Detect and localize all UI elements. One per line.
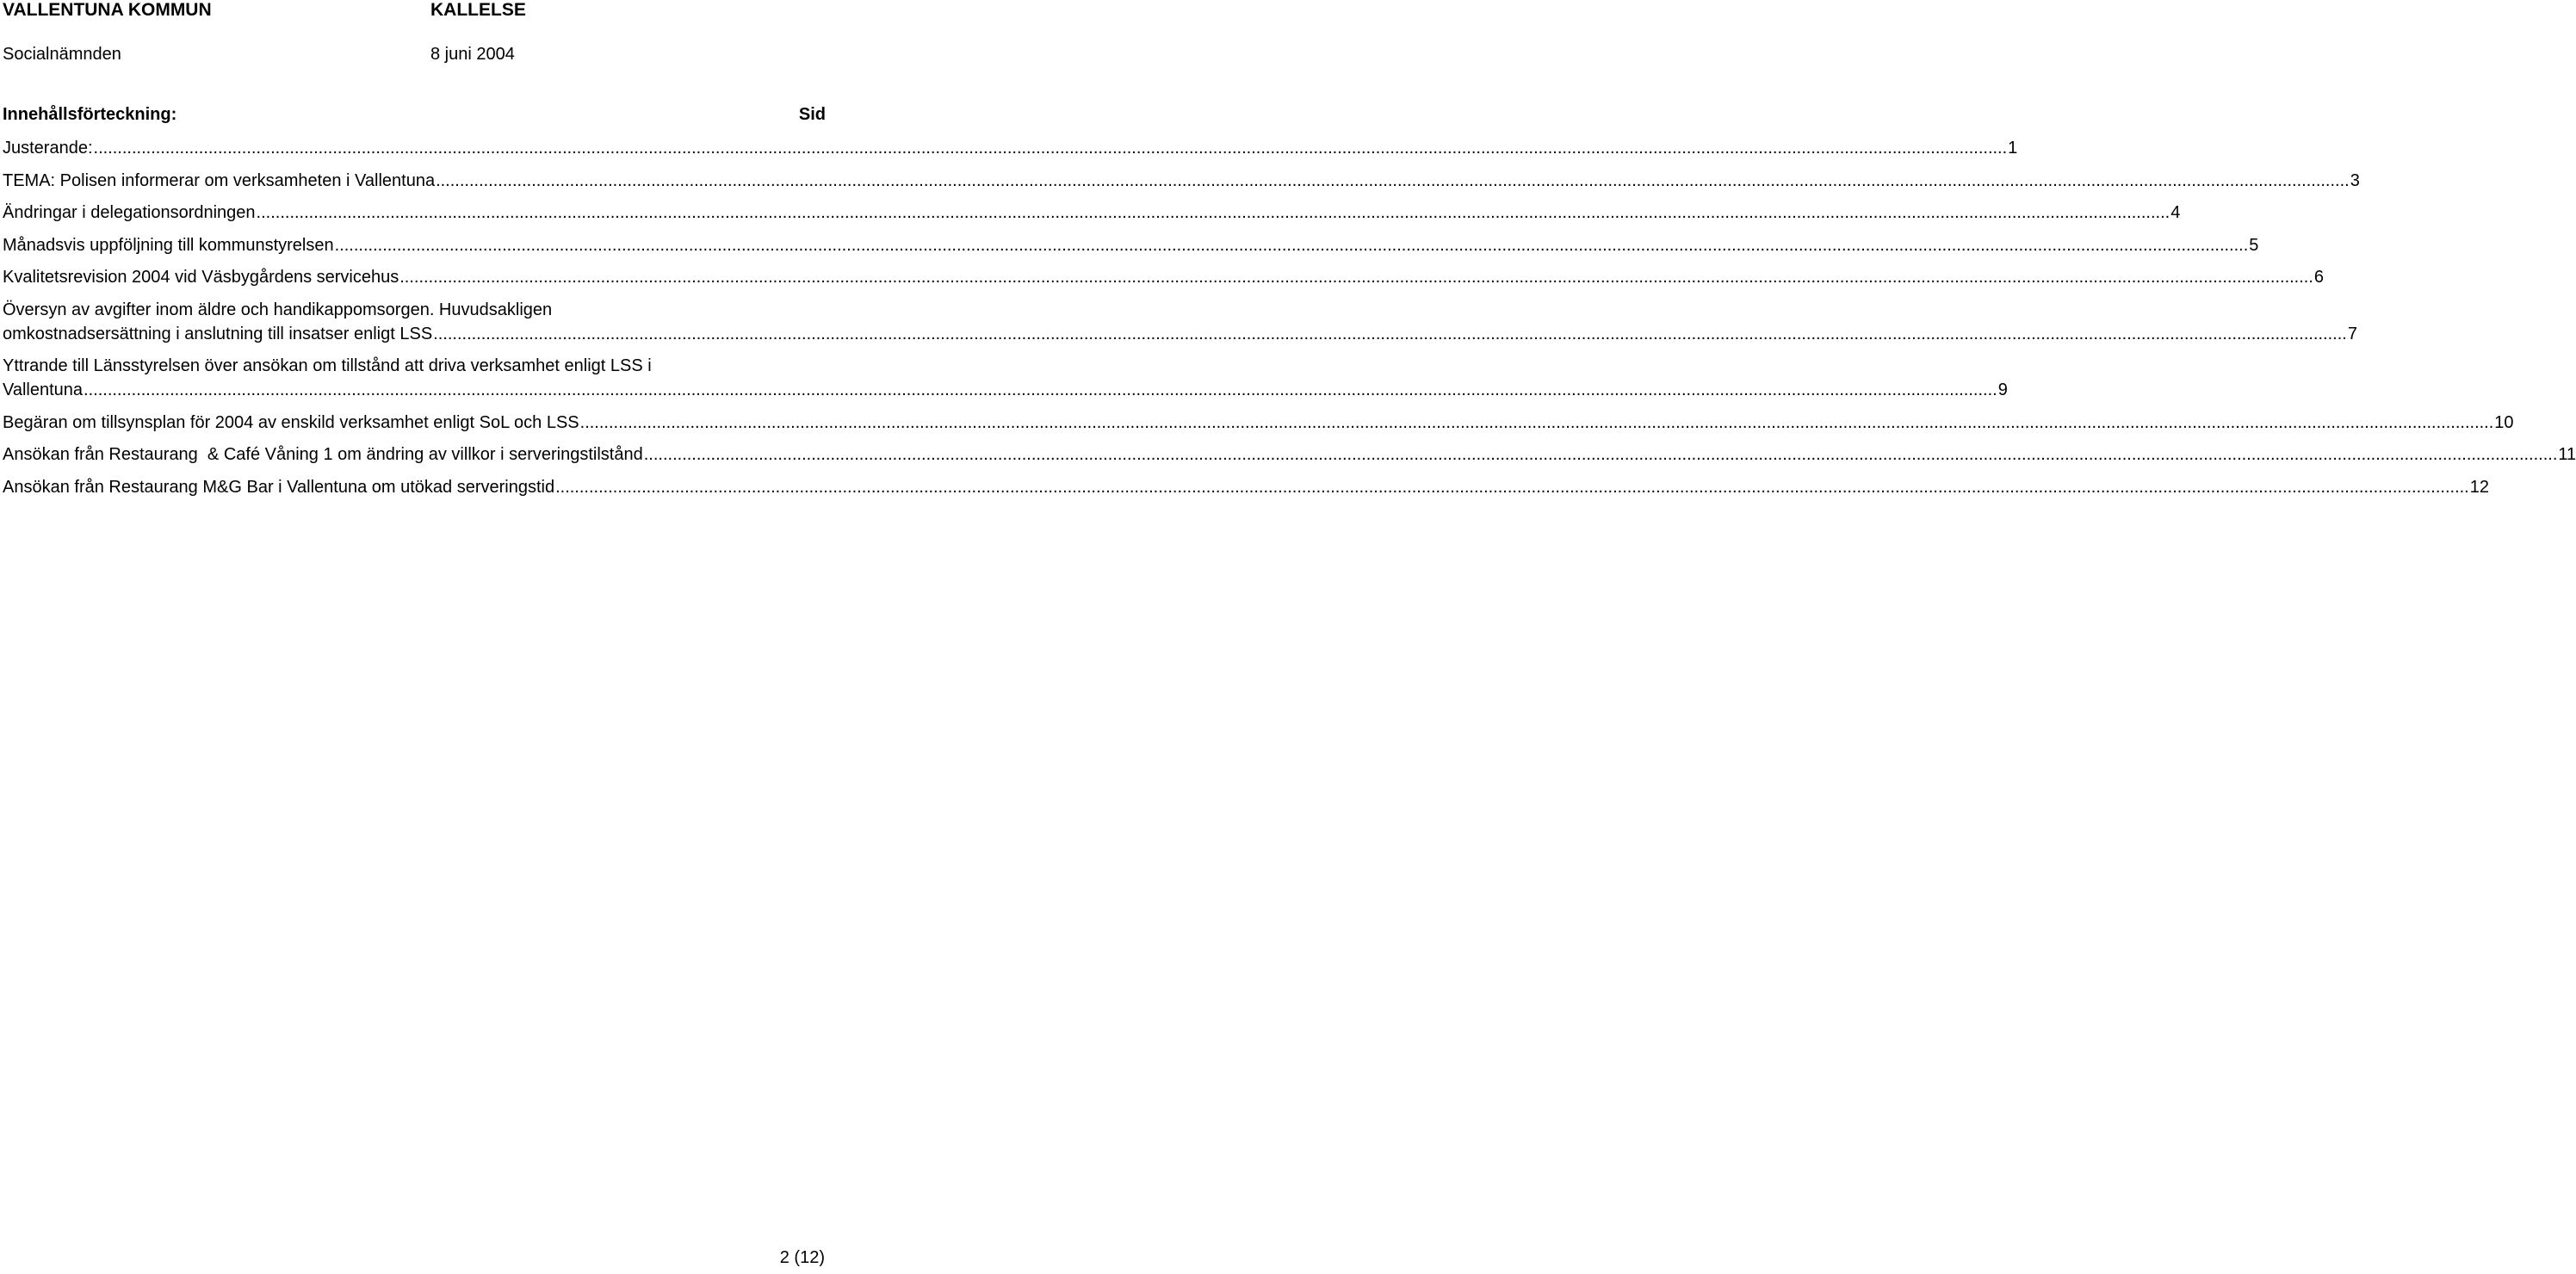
page-indicator: 2 (12) (779, 1248, 825, 1267)
toc-leader-dots: ................................................................................................................................................................................................................................................................................................................................................................................................................ (643, 445, 2558, 464)
toc-entry[interactable] (3, 442, 2576, 467)
toc-entry[interactable] (3, 411, 2514, 435)
toc-entry[interactable] (3, 201, 2181, 225)
toc-entry-title: Kvalitetsrevision 2004 vid Väsbygårdens servicehus (3, 268, 399, 287)
toc-entry-title: Vallentuna (3, 380, 84, 399)
toc-entry-title: Ansökan från Restaurang & Café Våning 1 om ändring av villkor i serveringstilstånd (3, 445, 643, 464)
toc-leader-dots: ................................................................................................................................................................................................................................................................................................................................................................................................................ (256, 203, 2170, 222)
committee-name: Socialnämnden (3, 45, 121, 64)
toc-entry-title: Begäran om tillsynsplan för 2004 av enskild verksamhet enligt SoL och LSS (3, 412, 579, 432)
toc-leader-dots: ................................................................................................................................................................................................................................................................................................................................................................................................................ (433, 324, 2347, 343)
document-type: KALLELSE (430, 0, 526, 20)
toc-entry-page: 3 (2350, 170, 2360, 190)
toc-entry[interactable] (3, 169, 2360, 193)
toc-entry-page: 7 (2347, 324, 2357, 343)
toc-title: Innehållsförteckning: (3, 105, 177, 124)
meeting-date: 8 juni 2004 (430, 45, 515, 64)
toc-entry-page: 10 (2494, 412, 2514, 432)
toc-entry[interactable] (3, 475, 2489, 499)
toc-entry-page: 9 (1997, 380, 2008, 399)
org-name: VALLENTUNA KOMMUN (3, 0, 212, 20)
toc-leader-dots: ................................................................................................................................................................................................................................................................................................................................................................................................................ (84, 380, 1997, 399)
toc-entry-title: omkostnadsersättning i anslutning till insatser enligt LSS (3, 324, 433, 343)
toc-page-column-label: Sid (798, 105, 826, 124)
toc-entry-title-line: Översyn av avgifter inom äldre och handikappomsorgen. Huvudsakligen (3, 300, 553, 319)
toc-entry-title: Ansökan från Restaurang M&G Bar i Vallentuna om utökad serveringstid (3, 477, 555, 497)
toc-entry[interactable] (3, 354, 2008, 402)
toc-leader-dots: ................................................................................................................................................................................................................................................................................................................................................................................................................ (579, 412, 2494, 432)
toc-entry[interactable] (3, 136, 2018, 160)
toc-entry-page: 5 (2249, 235, 2259, 255)
toc-entry[interactable] (3, 233, 2259, 257)
toc-entry-title: Ändringar i delegationsordningen (3, 203, 256, 222)
toc-heading-row (3, 105, 826, 131)
toc-leader-dots: ................................................................................................................................................................................................................................................................................................................................................................................................................ (334, 235, 2249, 255)
toc-leader-dots: ................................................................................................................................................................................................................................................................................................................................................................................................................ (399, 268, 2313, 287)
toc-leader-dots: ................................................................................................................................................................................................................................................................................................................................................................................................................ (436, 170, 2350, 190)
toc-entry-title: Justerande: (3, 139, 93, 158)
toc-entry[interactable] (3, 298, 2357, 346)
toc-entry-title: Månadsvis uppföljning till kommunstyrelsen (3, 235, 334, 255)
toc-leader-dots: ................................................................................................................................................................................................................................................................................................................................................................................................................ (555, 477, 2469, 497)
toc-entry-page: 1 (2008, 139, 2018, 158)
toc-leader-dots: ................................................................................................................................................................................................................................................................................................................................................................................................................ (93, 139, 2008, 158)
toc-entry-title-line: Yttrande till Länsstyrelsen över ansökan om tillstånd att driva verksamhet enligt LSS i (3, 356, 652, 375)
toc-entry-page: 6 (2313, 268, 2325, 287)
toc-entry-page: 12 (2469, 477, 2489, 497)
toc-entry-page: 11 (2558, 445, 2576, 464)
toc-entry-page: 4 (2170, 203, 2181, 222)
toc-entry[interactable] (3, 265, 2325, 289)
toc-entry-title: TEMA: Polisen informerar om verksamheten i Vallentuna (3, 170, 436, 190)
table-of-contents (3, 136, 2576, 507)
